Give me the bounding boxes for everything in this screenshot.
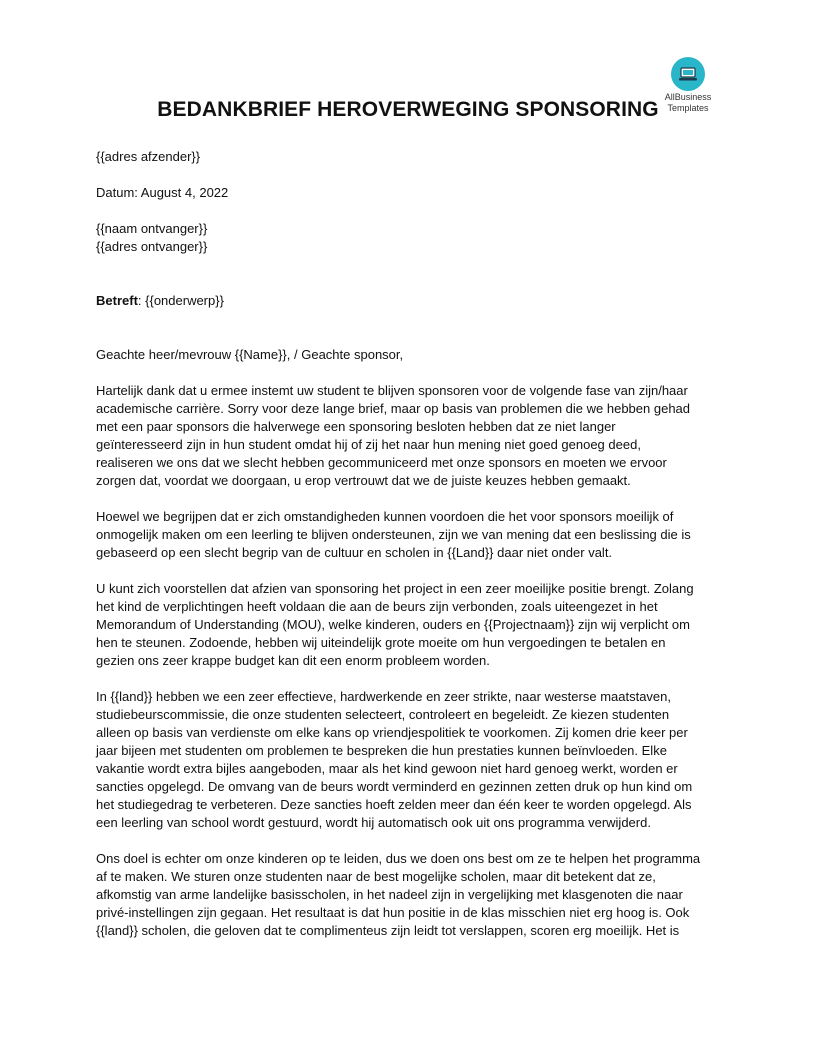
subject-value: : {{onderwerp}} [137, 293, 224, 308]
body-paragraph [96, 688, 722, 832]
paragraph-line: studiebeurscommissie, die onze studenten selecteert, controleert en begeleidt. Ze kiezen studenten [96, 707, 670, 722]
paragraph-line: onmogelijk maken om een leerling te blijven ondersteunen, zijn we van mening dat een beslissing die is [96, 527, 691, 542]
paragraph-line: hen te steunen. Zodoende, hebben wij uiteindelijk grote moeite om hun vergoedingen te betalen en [96, 635, 666, 650]
paragraph-line: Ons doel is echter om onze kinderen op te leiden, dus we doen ons best om ze te helpen het programma [96, 851, 701, 866]
paragraph-line: realiseren we ons dat we slecht hebben gecommuniceerd met onze sponsors en moeten we ervoor [96, 455, 667, 470]
paragraph-line: gebaseerd op een slecht begrip van de cultuur en scholen in {{Land}} daar niet onder valt. [96, 545, 613, 560]
paragraph-line: vakantie wordt extra bijles aangeboden, maar als het kind gewoon niet hard genoeg werkt, worden er [96, 761, 678, 776]
paragraph-line: een leerling van school wordt gestuurd, wordt hij automatisch ook uit ons programma verwijderd. [96, 815, 651, 830]
paragraph-line: alleen op basis van verdienste om elke kans op vriendjespolitiek te voorkomen. Zij komen drie keer per [96, 725, 688, 740]
recipient-address: {{adres ontvanger}} [96, 239, 208, 254]
body-paragraph [96, 382, 722, 490]
laptop-icon [678, 67, 698, 82]
body-paragraph [96, 580, 722, 670]
paragraph-line: Hoewel we begrijpen dat er zich omstandigheden kunnen voordoen die het voor sponsors moeilijk of [96, 509, 674, 524]
paragraph-line: zorgen dat, voordat we doorgaan, u erop vertrouwt dat we de juiste keuzes hebben gemaakt. [96, 473, 631, 488]
letter-paragraphs [96, 382, 722, 940]
logo-text-line2: Templates [667, 103, 709, 113]
paragraph-line: academische carrière. Sorry voor deze lange brief, maar op basis van problemen die we hebben gehad [96, 401, 691, 416]
recipient-name: {{naam ontvanger}} [96, 221, 208, 236]
paragraph-line: het kind de verplichtingen heeft voldaan die aan de beurs zijn verbonden, zoals uiteengezet in het [96, 599, 658, 614]
paragraph-line: Memorandum of Understanding (MOU), welke kinderen, ouders en {{Projectnaam}} zijn wij verplicht om [96, 617, 690, 632]
paragraph-line: In {{land}} hebben we een zeer effectieve, hardwerkende en zeer strikte, naar westerse maatstaven, [96, 689, 672, 704]
paragraph-line: afkomstig van arme landelijke basisscholen, in het nadeel zijn in vergelijking met klasgenoten die naar [96, 887, 683, 902]
paragraph-line: gezien ons zeer krappe budget kan dit een enorm probleem worden. [96, 653, 490, 668]
paragraph-line: af te maken. We sturen onze studenten naar de best mogelijke scholen, maar dit betekent dat ze, [96, 869, 656, 884]
letter-body [96, 148, 722, 940]
body-paragraph [96, 508, 722, 562]
paragraph-line: privé-instellingen zijn gegaan. Het resultaat is dat hun positie in de klas misschien niet erg hoog is. Ook [96, 905, 690, 920]
paragraph-line: jaar bijeen met studenten om problemen te bespreken die hun prestaties kunnen beïnvloeden. Elke [96, 743, 667, 758]
salutation: Geachte heer/mevrouw {{Name}}, / Geachte sponsor, [96, 347, 404, 362]
paragraph-line: met een paar sponsors die halverwege een sponsoring besloten hebben dat ze niet langer [96, 419, 616, 434]
logo-badge [671, 57, 705, 91]
sender-address: {{adres afzender}} [96, 149, 201, 164]
paragraph-line: sancties opgelegd. De omvang van de beurs wordt verminderd en gezinnen zetten druk op hun kind om [96, 779, 693, 794]
paragraph-line: {{land}} scholen, die geloven dat te complimenteus zijn leidt tot verslappen, scoren erg moeilijk. Het is [96, 923, 680, 938]
paragraph-line: het studiegedrag te verbeteren. Deze sancties hoeft zelden meer dan één keer te worden opgelegd. Als [96, 797, 692, 812]
letter-date: Datum: August 4, 2022 [96, 185, 229, 200]
document-title: BEDANKBRIEF HEROVERWEGING SPONSORING [157, 98, 659, 121]
paragraph-line: U kunt zich voorstellen dat afzien van sponsoring het project in een zeer moeilijke positie brengt. Zolang [96, 581, 694, 596]
body-paragraph [96, 850, 722, 940]
subject-label: Betreft [96, 293, 138, 308]
paragraph-line: geïnteresseerd zijn in hun student omdat hij of zij het naar hun mening niet goed genoeg deed, [96, 437, 641, 452]
logo-text-line1: AllBusiness [664, 92, 712, 102]
subject-line [96, 292, 722, 310]
paragraph-line: Hartelijk dank dat u ermee instemt uw student te blijven sponsoren voor de volgende fase van zijn/haar [96, 383, 688, 398]
